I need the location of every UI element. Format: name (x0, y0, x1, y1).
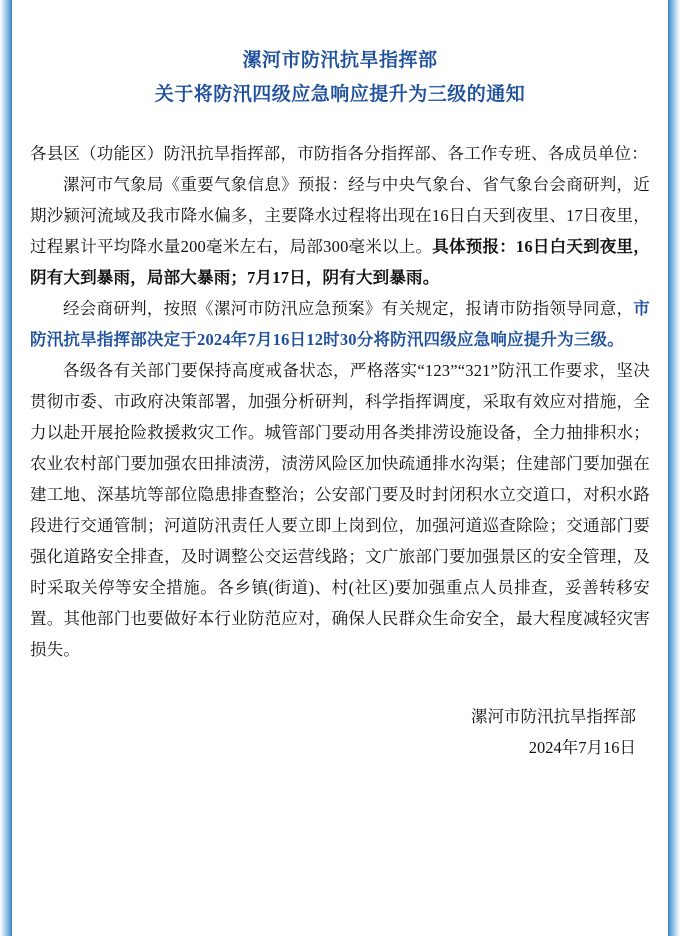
decision-highlight: 市防汛抗旱指挥部决定于2024年7月16日12时30分将防汛四级应急响应提升为三级。 (30, 299, 650, 349)
document-content (12, 0, 668, 936)
document-title (30, 44, 650, 112)
paragraph-forecast (30, 169, 650, 293)
signature-date: 2024年7月16日 (528, 738, 636, 757)
title-line-2: 关于将防汛四级应急响应提升为三级的通知 (154, 84, 526, 105)
right-edge-decoration (668, 0, 680, 936)
signature-block (30, 701, 650, 763)
document-body (30, 138, 650, 665)
decision-intro: 经会商研判，按照《漯河市防汛应急预案》有关规定，报请市防指领导同意， (63, 299, 634, 318)
title-line-1: 漯河市防汛抗旱指挥部 (242, 50, 438, 71)
salutation: 各县区（功能区）防汛抗旱指挥部，市防指各分指挥部、各工作专班、各成员单位： (30, 144, 648, 163)
paragraph-requirements: 各级各有关部门要保持高度戒备状态，严格落实“123”“321”防汛工作要求，坚决贯彻市委、市政府决策部署，加强分析研判，科学指挥调度，采取有效应对措施，全力以赴开展抢险救援救灾工作。城管部门要动用各类排涝设施设备，全力抽排积水；农业农村部门要加强农田排渍涝，渍涝风险区加快疏通排水沟渠；住建部门要加强在建工地、深基坑等部位隐患排查整治；公安部门要及时封闭积水立交道口，对积水路段进行交通管制；河道防汛责任人要立即上岗到位，加强河道巡查除险；交通部门要强化道路安全排查，及时调整公交运营线路；文广旅部门要加强景区的安全管理，及时采取关停等安全措施。各乡镇(街道)、村(社区)要加强重点人员排查，妥善转移安置。其他部门也要做好本行业防范应对，确保人民群众生命安全，最大程度减轻灾害损失。 (30, 361, 650, 659)
forecast-detail-bold: 具体预报：16日白天到夜里，阴有大到暴雨，局部大暴雨；7月17日，阴有大到暴雨。 (30, 237, 650, 287)
signature-organization: 漯河市防汛抗旱指挥部 (471, 707, 636, 726)
paragraph-decision (30, 293, 650, 355)
forecast-text: 漯河市气象局《重要气象信息》预报：经与中央气象台、省气象台会商研判，近期沙颍河流域及我市降水偏多，主要降水过程将出现在16日白天到夜里、17日夜里，过程累计平均降水量200毫米左右，局部300毫米以上。 (30, 175, 650, 256)
left-edge-decoration (0, 0, 12, 936)
